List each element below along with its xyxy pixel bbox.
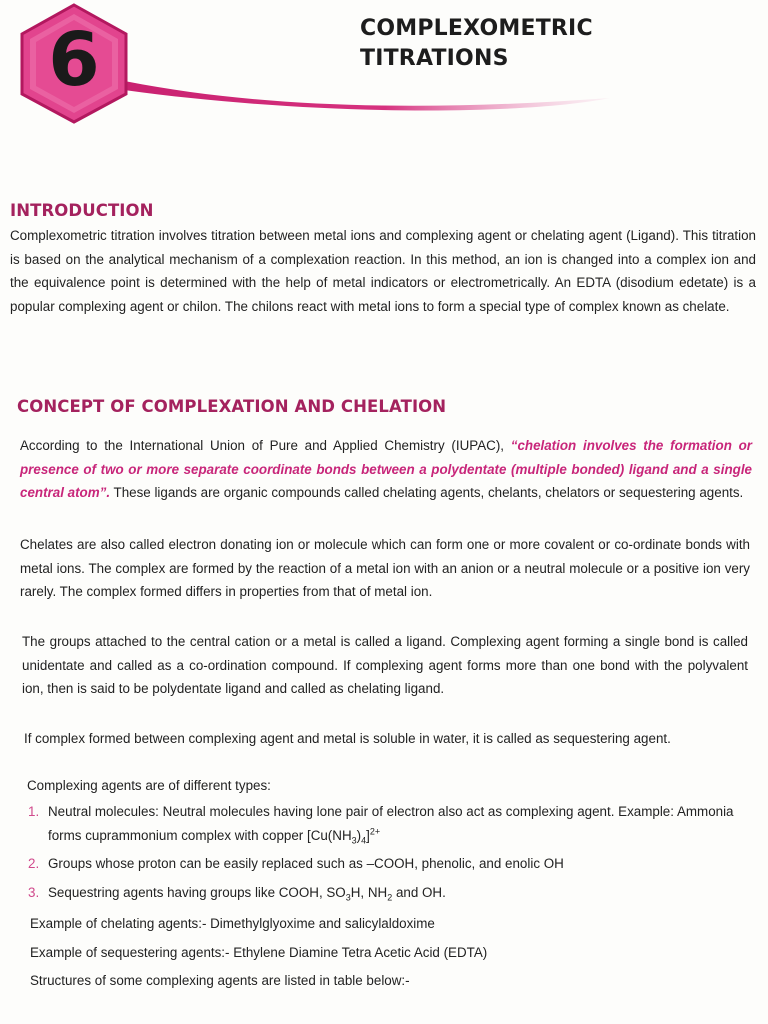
concept-heading: CONCEPT OF COMPLEXATION AND CHELATION — [17, 397, 447, 416]
list-item — [28, 881, 748, 905]
chapter-header — [0, 0, 768, 170]
ligand-paragraph: The groups attached to the central cation or a metal is called a ligand. Complexing agent forming a single bond is called unidentate and called as a co-ordination compound. If complexing agent forms more than one bond with the polyvalent ion, then is said to be polydentate ligand and called as chelating ligand. — [22, 634, 748, 696]
chapter-badge — [14, 2, 134, 124]
iupac-definition-quote: “chelation involves the formation or presence of two or more separate coordinate bonds between a polydentate (multiple bonded) ligand and a single central atom”. — [20, 438, 753, 500]
types-intro: Complexing agents are of different types: — [27, 778, 271, 793]
subscript: 3 — [345, 892, 351, 903]
introduction-paragraph: Complexometric titration involves titration between metal ions and complexing agent or chelating agent (Ligand). This titration is based on the analytical mechanism of a complexation reaction. In this method, an ion is changed into a complex ion and the equivalence point is determined with the help of metal indicators or electrometrically. An EDTA (disodium edetate) is a popular complexing agent or chilon. The chilons react with metal ions to form a special type of complex known as chelate. — [10, 228, 756, 314]
list-item-text-end: and OH. — [392, 884, 446, 900]
list-item — [28, 852, 748, 876]
subscript: 4 — [361, 835, 367, 846]
list-number: 3. — [28, 884, 40, 900]
subscript: 2 — [387, 892, 393, 903]
chapter-title — [360, 14, 680, 74]
table-intro-text: Structures of some complexing agents are listed in table below:- — [30, 973, 410, 988]
chapter-title-line1: COMPLEXOMETRIC — [360, 16, 593, 41]
sequestering-agents-example: Example of sequestering agents:- Ethylene Diamine Tetra Acetic Acid (EDTA) — [30, 945, 488, 960]
subscript: 3 — [351, 835, 357, 846]
list-item-text: Groups whose proton can be easily replaced such as –COOH, phenolic, and enolic OH — [48, 856, 564, 871]
chapter-number: 6 — [48, 17, 100, 103]
chelates-paragraph: Chelates are also called electron donating ion or molecule which can form one or more covalent or co-ordinate bonds with metal ions. The complex are formed by the reaction of a metal ion with an anion or a neutral molecule or a positive ion very rarely. The complex formed differs in properties from that of metal ion. — [20, 537, 750, 599]
list-item-text-end: ] — [366, 827, 370, 843]
introduction-heading: INTRODUCTION — [10, 201, 154, 220]
iupac-suffix: These ligands are organic compounds called chelating agents, chelants, chelators or sequestering agents. — [110, 485, 744, 500]
superscript: 2+ — [369, 826, 381, 837]
iupac-prefix: According to the International Union of Pure and Applied Chemistry (IUPAC), — [20, 438, 511, 453]
list-item-text: Sequestring agents having groups like COOH, SO — [48, 884, 346, 900]
list-item-text-mid: ) — [356, 827, 362, 843]
list-item-text-mid: H, NH — [350, 884, 388, 900]
sequestering-paragraph: If complex formed between complexing agent and metal is soluble in water, it is called as sequestering agent. — [24, 731, 671, 746]
list-number: 1. — [28, 804, 40, 819]
complexing-agent-types-list — [28, 800, 748, 909]
list-item-text: Neutral molecules: Neutral molecules having lone pair of electron also act as complexing agent. Example: Ammonia forms cuprammonium complex with copper [Cu(NH — [48, 804, 734, 843]
list-number: 2. — [28, 856, 40, 871]
iupac-paragraph — [20, 434, 752, 505]
list-item — [28, 800, 748, 847]
chapter-title-line2: TITRATIONS — [360, 46, 509, 71]
chelating-agents-example: Example of chelating agents:- Dimethylglyoxime and salicylaldoxime — [30, 916, 435, 931]
